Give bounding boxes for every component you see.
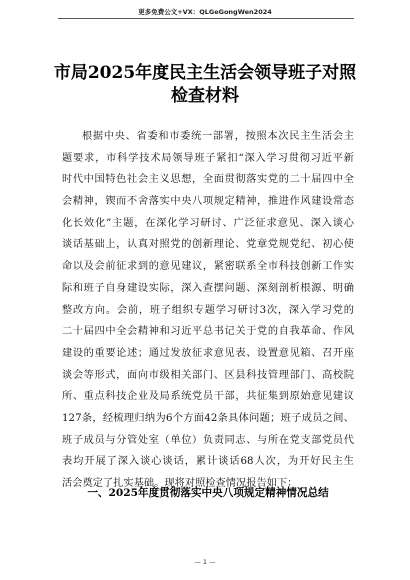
paragraph-line: 127条，经梳理归纳为6个方面42条具体问题；班子成员之间、 [62,412,354,424]
paragraph-line: 会精神，锲而不舍落实中央八项规定精神，推进作风建设常态 [62,196,354,208]
paragraph-line: 表均开展了深入谈心谈话，累计谈话68人次，为开好民主生 [62,456,354,468]
paragraph-line: 建设的重要论述；通过发放征求意见表、设置意见箱、召开座 [62,347,354,359]
section-heading: 一、2025年度贯彻落实中央八项规定精神情况总结 [87,487,329,499]
paragraph-line: 命以及会前征求到的意见建议，紧密联系全市科技创新工作实 [62,261,354,273]
title-line: 市局2025年度民主生活会领导班子对照 [53,63,357,83]
paragraph-line: 二十届四中全会精神和习近平总书记关于党的自我革命、作风 [62,326,354,338]
paragraph-line: 根据中央、省委和市委统一部署，按照本次民主生活会主 [82,131,354,142]
paragraph-line: 际和班子自身建设实际，深入查摆问题、深刻剖析根源、明确 [62,282,354,294]
intro-paragraph [62,126,354,495]
document-title [50,62,360,108]
paragraph-line: 活会奠定了扎实基础。现将对照检查情况报告如下： [62,478,298,489]
title-line: 检查材料 [171,86,239,106]
paragraph-line: 整改方向。会前，班子组织专题学习研讨3次，深入学习党的 [62,304,354,316]
paragraph-line: 时代中国特色社会主义思想，全面贯彻落实党的二十届四中全 [62,174,354,186]
header-divider [58,18,354,19]
header-banner: 更多免费公文+VX：QLGeGongWen2024 [138,8,272,16]
paragraph-line: 所、重点科技企业及局系统党员干部，共征集到原始意见建议 [62,391,354,403]
paragraph-line: 谈会等形式，面向市级相关部门、区县科技管理部门、高校院 [62,369,354,381]
paragraph-line: 化长效化”主题，在深化学习研讨、广泛征求意见、深入谈心 [62,217,354,229]
paragraph-line: 班子成员与分管处室（单位）负责同志、与所在党支部党员代 [62,434,354,446]
paragraph-line: 谈话基础上，认真对照党的创新理论、党章党规党纪、初心使 [62,239,354,251]
page-number: — 1 — [194,558,216,566]
paragraph-line: 题要求，市科学技术局领导班子紧扣“深入学习贯彻习近平新 [62,152,354,164]
